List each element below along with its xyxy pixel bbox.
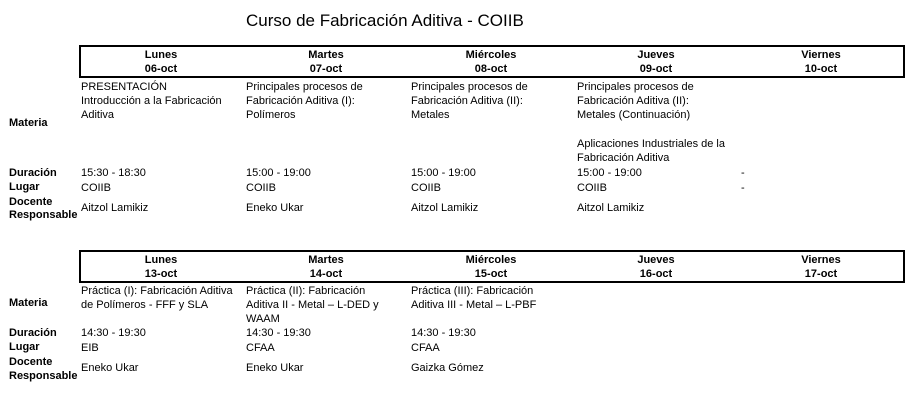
lugar-cell: COIIB [81,182,111,194]
day-name: Jueves [637,49,675,61]
day-name: Martes [308,49,344,61]
day-header [81,252,241,281]
docente-cell: Aitzol Lamikiz [411,202,479,214]
duracion-cell: 14:30 - 19:30 [81,327,146,339]
row-label-duracion: Duración [9,327,57,339]
docente-cell: Aitzol Lamikiz [577,202,645,214]
row-label-responsable: Responsable [9,209,78,221]
lugar-cell: COIIB [246,182,276,194]
day-header [81,47,241,76]
day-name: Lunes [144,49,178,61]
day-name: Lunes [144,254,178,266]
materia-cell: PRESENTACIÓN Introducción a la Fabricación Aditiva [81,81,222,121]
day-header [246,252,406,281]
duracion-cell: 14:30 - 19:30 [411,327,476,339]
materia-cell: Práctica (II): Fabricación Aditiva II - Metal – L-DED y WAAM [246,285,379,325]
duracion-cell: 15:00 - 19:00 [577,167,642,179]
lugar-cell: CFAA [246,342,275,354]
duracion-cell: 15:30 - 18:30 [81,167,146,179]
row-label-docente: Docente [9,356,53,368]
lugar-cell: CFAA [411,342,440,354]
day-date: 14-oct [309,268,343,280]
day-name: Jueves [637,254,675,266]
page-title: Curso de Fabricación Aditiva - COIIB [246,11,524,30]
lugar-cell: - [741,182,745,194]
materia-cell: Principales procesos de Fabricación Aditiva (I): Polímeros [246,81,363,121]
materia-cell: Práctica (III): Fabricación Aditiva III - Metal – L-PBF [411,285,537,311]
day-name: Miércoles [465,49,517,61]
day-name: Miércoles [465,254,517,266]
lugar-cell: COIIB [411,182,441,194]
day-date: 07-oct [309,63,343,75]
day-header [411,252,571,281]
materia-extra-cell: Aplicaciones Industriales de la Fabricación Aditiva [577,138,725,164]
docente-cell: Eneko Ukar [246,202,304,214]
lugar-cell: EIB [81,342,99,354]
materia-cell: Principales procesos de Fabricación Aditiva (II): Metales [411,81,528,121]
day-header [741,47,901,76]
row-label-lugar: Lugar [9,181,40,193]
day-date: 15-oct [474,268,508,280]
lugar-cell: COIIB [577,182,607,194]
docente-cell: Aitzol Lamikiz [81,202,149,214]
duracion-cell: 15:00 - 19:00 [411,167,476,179]
day-date: 10-oct [804,63,838,75]
duracion-cell: - [741,167,745,179]
day-header [741,252,901,281]
row-label-materia: Materia [9,117,48,129]
week-2-header [79,250,905,283]
docente-cell: Eneko Ukar [81,362,139,374]
day-header [576,47,736,76]
day-date: 08-oct [474,63,508,75]
day-date: 17-oct [804,268,838,280]
row-label-materia: Materia [9,297,48,309]
row-label-duracion: Duración [9,167,57,179]
day-header [246,47,406,76]
row-label-responsable: Responsable [9,370,78,382]
day-date: 13-oct [144,268,178,280]
docente-cell: Eneko Ukar [246,362,304,374]
day-header [411,47,571,76]
day-date: 16-oct [639,268,673,280]
row-label-docente: Docente [9,196,53,208]
day-date: 06-oct [144,63,178,75]
materia-cell: Principales procesos de Fabricación Aditiva (II): Metales (Continuación) [577,81,694,121]
duracion-cell: 15:00 - 19:00 [246,167,311,179]
docente-cell: Gaizka Gómez [411,362,484,374]
duracion-cell: 14:30 - 19:30 [246,327,311,339]
materia-cell: Práctica (I): Fabricación Aditiva de Polímeros - FFF y SLA [81,285,233,311]
day-name: Viernes [801,49,841,61]
day-date: 09-oct [639,63,673,75]
day-header [576,252,736,281]
day-name: Viernes [801,254,841,266]
week-1-header [79,45,905,78]
row-label-lugar: Lugar [9,341,40,353]
day-name: Martes [308,254,344,266]
